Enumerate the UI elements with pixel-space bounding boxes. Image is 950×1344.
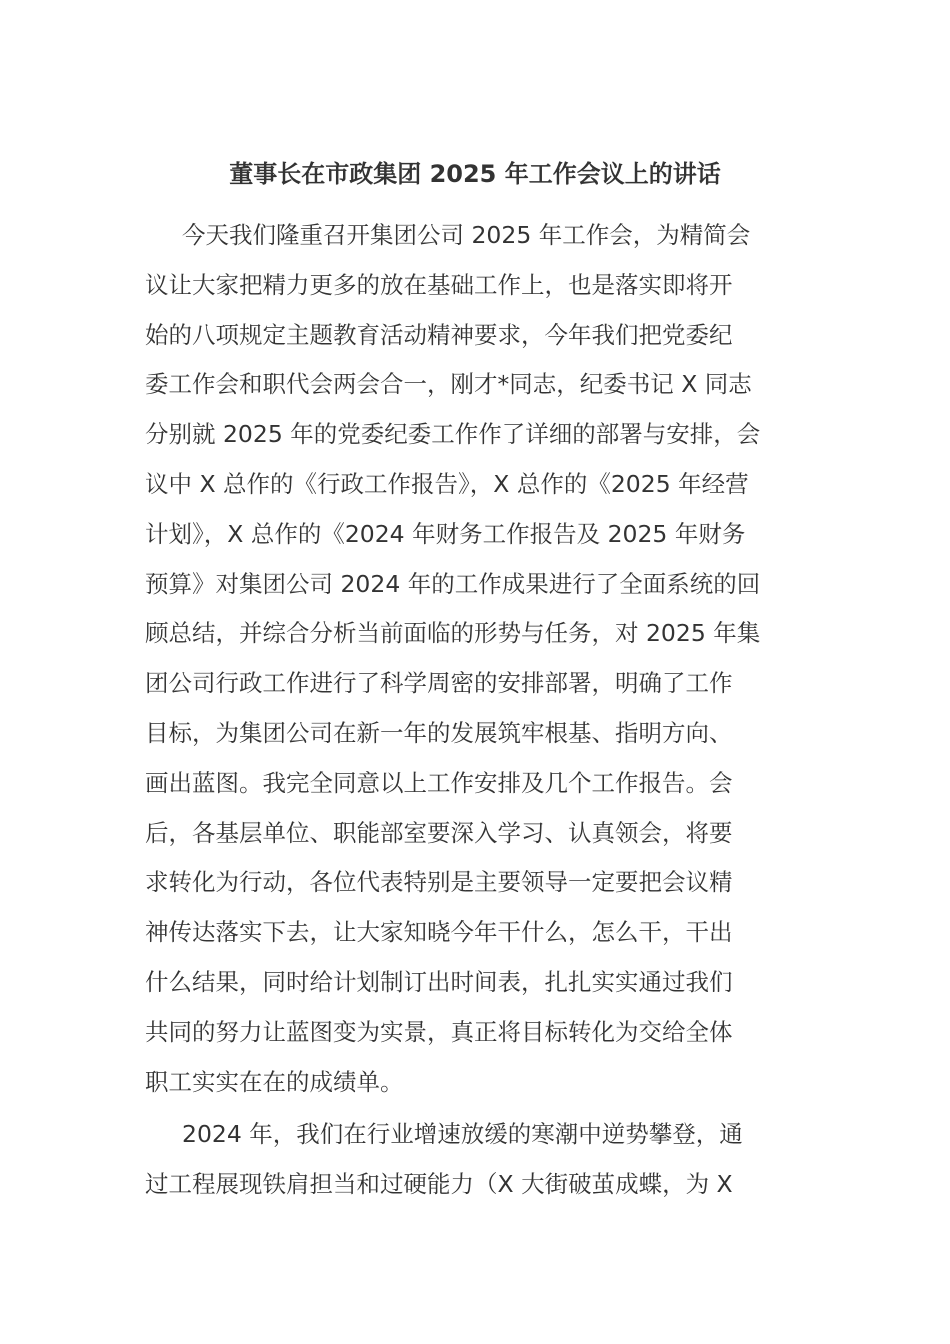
- text-line: 过工程展现铁肩担当和过硬能力（X 大街破茧成蝶，为 X: [145, 1170, 733, 1199]
- text-line: 预算》对集团公司 2024 年的工作成果进行了全面系统的回: [145, 569, 761, 598]
- text-line: 分别就 2025 年的党委纪委工作作了详细的部署与安排，会: [145, 420, 761, 449]
- text-line: 目标，为集团公司在新一年的发展筑牢根基、指明方向、: [145, 718, 733, 747]
- text-line: 议让大家把精力更多的放在基础工作上，也是落实即将开: [145, 270, 733, 299]
- text-line: 今天我们隆重召开集团公司 2025 年工作会，为精简会: [182, 221, 751, 249]
- text-line: 神传达落实下去，让大家知晓今年干什么，怎么干，干出: [145, 918, 733, 947]
- text-line: 共同的努力让蓝图变为实景，真正将目标转化为交给全体: [145, 1017, 733, 1046]
- text-line: 顾总结，并综合分析当前面临的形势与任务，对 2025 年集: [145, 619, 761, 648]
- text-line: 职工实实在在的成绩单。: [145, 1067, 404, 1096]
- text-line: 计划》，X 总作的《2024 年财务工作报告及 2025 年财务: [145, 519, 746, 548]
- text-line: 团公司行政工作进行了科学周密的安排部署，明确了工作: [145, 669, 733, 698]
- document-title: 董事长在市政集团 2025 年工作会议上的讲话: [229, 160, 721, 188]
- paragraph-2: [145, 1110, 815, 1210]
- text-line: 议中 X 总作的《行政工作报告》，X 总作的《2025 年经营: [145, 469, 749, 498]
- paragraph-1: [145, 211, 815, 1107]
- document-body: [145, 211, 815, 1210]
- text-line: 始的八项规定主题教育活动精神要求，今年我们把党委纪: [145, 320, 733, 349]
- text-line: 什么结果，同时给计划制订出时间表，扎扎实实通过我们: [145, 967, 733, 996]
- text-line: 委工作会和职代会两会合一，刚才*同志，纪委书记 X 同志: [145, 370, 752, 399]
- text-line: 画出蓝图。我完全同意以上工作安排及几个工作报告。会: [145, 768, 733, 797]
- text-line: 2024 年，我们在行业增速放缓的寒潮中逆势攀登，通: [182, 1120, 743, 1149]
- text-line: 求转化为行动，各位代表特别是主要领导一定要把会议精: [145, 868, 733, 897]
- text-line: 后，各基层单位、职能部室要深入学习、认真领会，将要: [145, 818, 733, 847]
